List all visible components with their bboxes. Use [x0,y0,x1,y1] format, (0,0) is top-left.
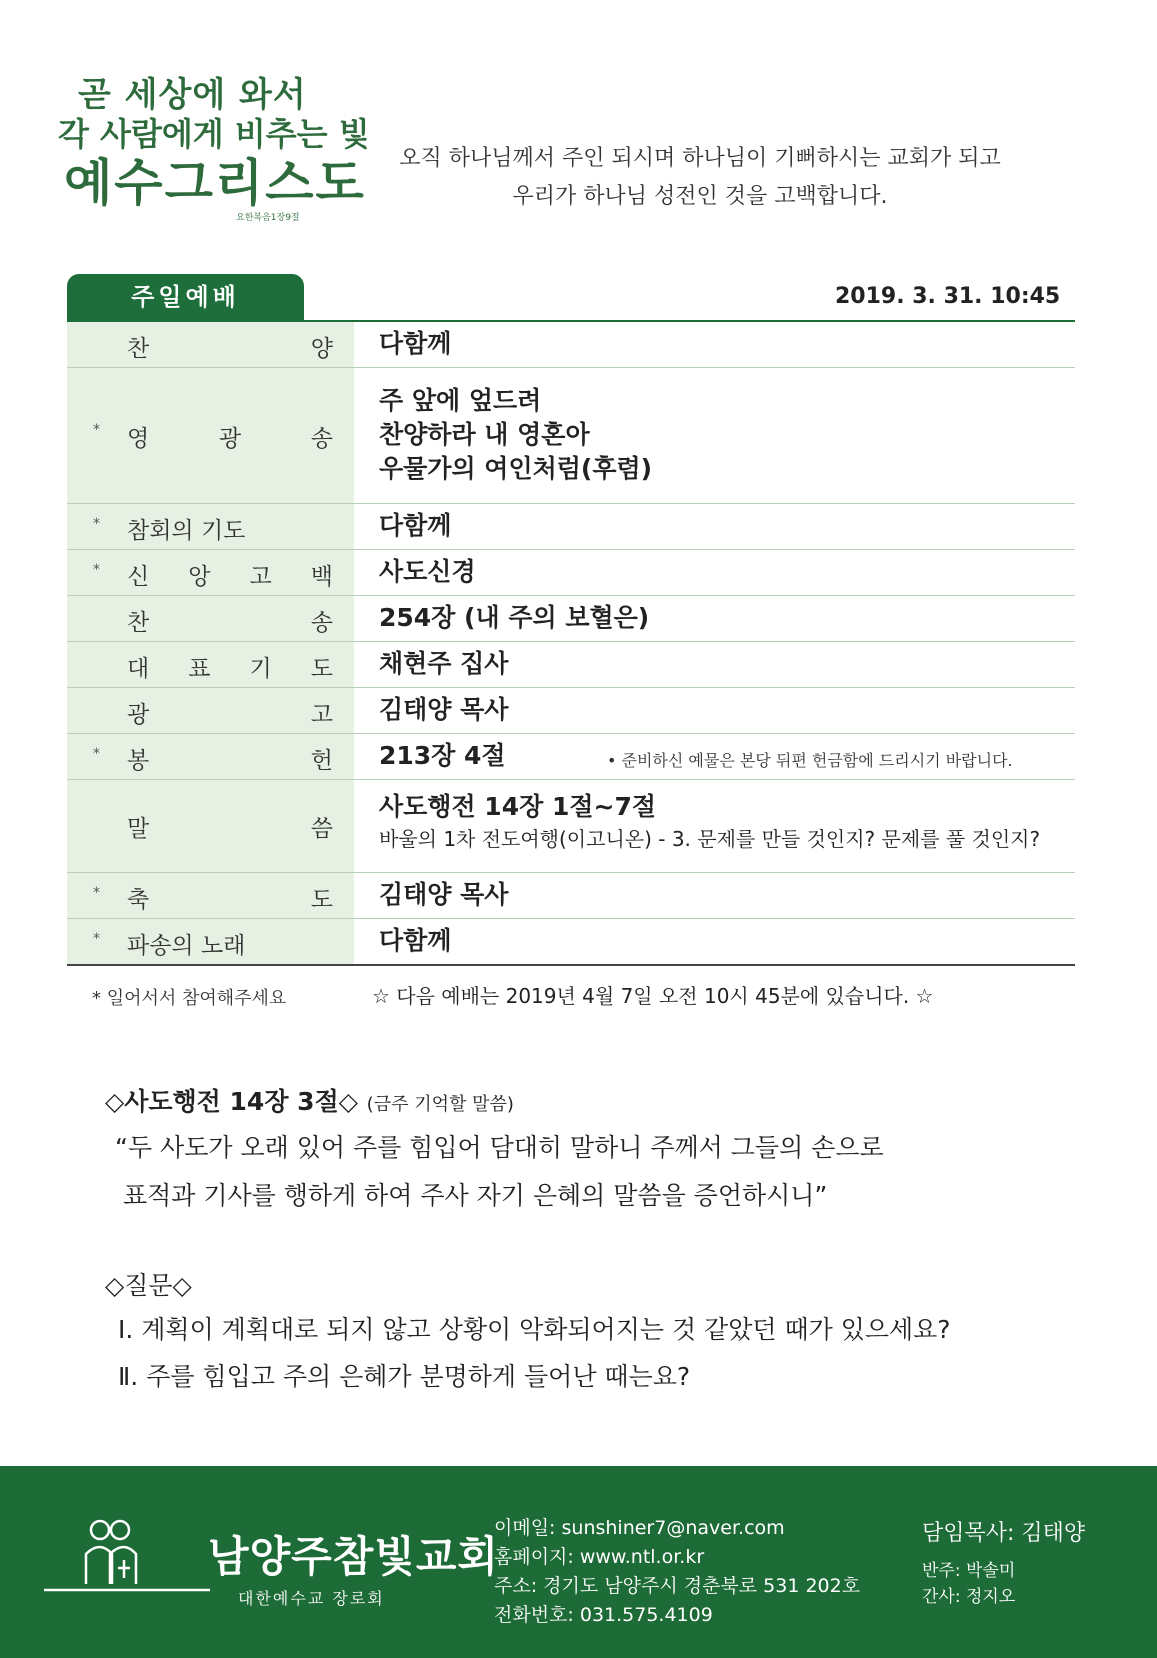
church-logo-icon [42,1518,212,1596]
question-2: Ⅱ. 주를 힘입고 주의 은혜가 분명하게 들어난 때는요? [118,1362,691,1391]
offering-note: • 준비하신 예물은 본당 뒤편 헌금함에 드리시기 바랍니다. [607,751,1013,770]
mission-statement [345,140,1055,216]
worship-value: 김태양 목사 [379,695,509,724]
worship-row [67,780,1075,873]
standing-star: * [93,931,100,947]
memory-verse-reference: ◇사도행전 14장 3절◇ [105,1087,358,1116]
worship-label: 영 광 송 [127,426,333,452]
worship-value: 다함께 [379,926,452,955]
worship-label: 봉 헌 [127,748,333,774]
worship-label: 참회의 기도 [127,518,246,544]
worship-label: 신 앙 고 백 [127,564,333,590]
staff-info [922,1558,1015,1610]
worship-row [67,642,1075,688]
accompanist: 반주: 박솔미 [922,1561,1016,1581]
worship-label: 대 표 기 도 [127,656,333,682]
standing-star: * [93,885,100,901]
hymn-line: 우물가의 여인처럼(후렴) [379,454,653,483]
mission-line-1: 오직 하나님께서 주인 되시며 하나님이 기뻐하시는 교회가 되고 [399,146,1001,171]
hymn-line: 찬양하라 내 영혼아 [379,420,590,449]
address: 주소: 경기도 남양주시 경춘북로 531 202호 [494,1575,861,1597]
sermon-scripture: 사도행전 14장 1절~7절 [379,792,656,821]
worship-label: 광 고 [127,702,333,728]
logo-reference: 요한복음1장9절 [236,213,300,223]
homepage: 홈페이지: www.ntl.or.kr [494,1546,705,1568]
worship-label: 찬 양 [127,336,333,362]
email: 이메일: sunshiner7@naver.com [494,1517,785,1539]
worship-value: 254장 (내 주의 보혈은) [379,603,650,632]
coordinator: 간사: 정지오 [922,1587,1016,1607]
memory-verse-line: 표적과 기사를 행하게 하여 주사 자기 은혜의 말씀을 증언하시니” [115,1181,828,1210]
standing-star: * [93,562,100,578]
church-name: 남양주참빛교회 [208,1532,500,1581]
header-logo [58,75,370,223]
worship-row [67,873,1075,919]
worship-row [67,368,1075,504]
standing-star: * [93,516,100,532]
question-1: Ⅰ. 계획이 계획대로 되지 않고 상황이 악화되어지는 것 같았던 때가 있으세요? [118,1315,951,1344]
logo-line-1: 곧 세상에 와서 [78,75,307,115]
worship-label: 파송의 노래 [127,933,246,959]
worship-row [67,550,1075,596]
logo-line-2: 각 사람에게 비추는 빛 [58,115,370,153]
worship-row [67,688,1075,734]
worship-label: 말 씀 [127,816,333,842]
worship-row [67,734,1075,780]
sermon-title: 바울의 1차 전도여행(이고니온) - 3. 문제를 만들 것인지? 문제를 풀 것인지? [379,827,1041,851]
worship-row [67,504,1075,550]
worship-label: 축 도 [127,887,333,913]
worship-value [379,790,1040,854]
memory-verse-text [115,1124,884,1220]
next-service-notice: ☆ 다음 예배는 2019년 4월 7일 오전 10시 45분에 있습니다. ☆ [372,984,934,1008]
worship-value [379,384,652,486]
table-bottom-divider [67,964,1075,966]
worship-row [67,322,1075,368]
denomination: 대한예수교 장로회 [238,1589,385,1608]
questions-title: ◇질문◇ [105,1271,192,1300]
standing-note: * 일어서서 참여해주세요 [92,988,287,1009]
memory-verse-subtitle: (금주 기억할 말씀) [366,1094,514,1115]
worship-value: 다함께 [379,329,452,358]
senior-pastor: 담임목사: 김태양 [922,1521,1086,1546]
worship-value: 채현주 집사 [379,649,509,678]
worship-label: 찬 송 [127,610,333,636]
contact-info [494,1514,860,1630]
worship-row [67,919,1075,964]
hymn-line: 주 앞에 엎드려 [379,386,542,415]
worship-value: 213장 4절 [379,741,506,770]
service-datetime: 2019. 3. 31. 10:45 [835,284,1061,309]
memory-verse-line: “두 사도가 오래 있어 주를 힘입어 담대히 말하니 주께서 그들의 손으로 [115,1133,884,1162]
worship-value: 사도신경 [379,557,476,586]
logo-line-3: 예수그리스도 [64,153,366,212]
worship-row [67,596,1075,642]
mission-line-2: 우리가 하나님 성전인 것을 고백합니다. [512,184,888,209]
worship-value: 다함께 [379,511,452,540]
standing-star: * [93,746,100,762]
phone: 전화번호: 031.575.4109 [494,1604,713,1626]
memory-verse-title [105,1082,514,1118]
service-tab: 주일예배 [67,274,304,320]
standing-star: * [93,422,100,438]
worship-value: 김태양 목사 [379,880,509,909]
